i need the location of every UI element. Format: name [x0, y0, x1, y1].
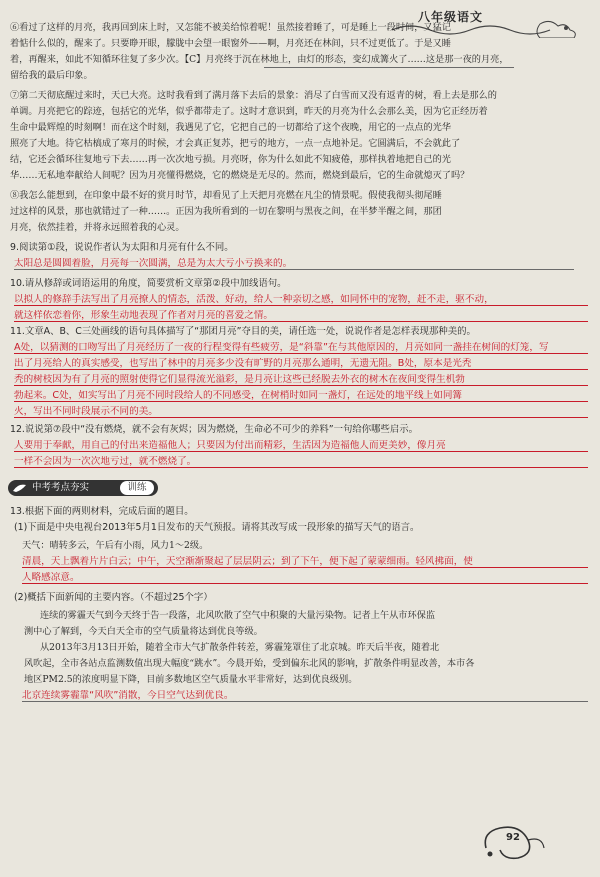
- passage-line: 照亮了大地。待它枯槁成了寒月的时候，才会真正复苏，把亏的地方，一点一点地补足。它圆满后，不会就此了: [10, 138, 461, 149]
- answer-line: [22, 583, 588, 584]
- answer-line: [14, 305, 588, 306]
- passage-line: 着，再醒来，如此不知循环往复了多少次。【C】月亮终于沉在林地上，由灯的形态，变幻成篝火了……这是那一夜的月亮，: [10, 54, 509, 65]
- passage-line: ⑦第二天彻底醒过来时，天已大亮。这时我看到了满月落下去后的景象：消尽了白雪而又没有返青的树，看上去是那么的: [10, 90, 497, 101]
- question-12: 12.说说第⑦段中“没有燃烧，就不会有灰烬；因为燃烧，生命必不可少的养料”一句给你哪些启示。: [10, 424, 419, 435]
- header-title: 八年级语文: [418, 10, 484, 24]
- passage-line: 结，它还会循环往复地亏下去……再一次次地亏损。月亮呀，你为什么如此不知疲倦，那样执着地把自己的光: [10, 154, 451, 165]
- answer-13-1: 人略感凉意。: [22, 572, 80, 583]
- passage-line: ⑥看过了这样的月亮，我再回到床上时，又怎能不被美给惊着呢！虽然接着睡了，可是睡上一段时间，又猛记: [10, 22, 451, 33]
- answer-11: 火，写出不同时段展示不同的美。: [14, 406, 158, 417]
- banner-tag: 训练: [120, 481, 154, 495]
- question-13: 13.根据下面的两则材料，完成后面的题目。: [10, 506, 194, 517]
- answer-11: 秃的树枝因为有了月亮的照射使得它们显得流光溢彩，是月亮让这些已经脱去外衣的树木在夜间变得生机勃: [14, 374, 465, 385]
- answer-11: 出了月亮给人的真实感受，也写出了林中的月亮多少没有旷野的月亮那么通明，无遗无阻。B处，原本是光秃: [14, 358, 472, 369]
- answer-9: 太阳总是圆圆着脸，月亮每一次圆满，总是为太大亏小亏换来的。: [14, 258, 293, 269]
- answer-13-2: 北京连续雾霾靠“风吹”消散，今日空气达到优良。: [22, 690, 234, 701]
- answer-line: [14, 401, 588, 402]
- answer-line: [14, 417, 588, 418]
- answer-line: [22, 701, 588, 702]
- answer-11: A处，以猜测的口吻写出了月亮经历了一夜的行程变得有些疲劳，是“斜靠”在与其他原因的，月亮如同一盏挂在树间的灯笼，写: [14, 342, 549, 353]
- underline-c: [264, 67, 514, 68]
- question-11: 11.文章A、B、C三处画线的语句具体描写了“那团月亮”夺目的美，请任选一处，说说作者是怎样表现那种美的。: [10, 326, 476, 337]
- passage-line: 单调。月亮把它的踪迹，包括它的光华，似乎都带走了。这时才意识到，昨天的月亮为什么会那么美，因为它正经历着: [10, 106, 488, 117]
- answer-line: [14, 467, 588, 468]
- passage-line: 着惦什么似的，醒来了。只要睁开眼，朦胧中会望一眼窗外——啊，月亮还在林间，只不过更低了。于是又睡: [10, 38, 451, 49]
- answer-line: [14, 369, 588, 370]
- answer-line: [14, 385, 588, 386]
- answer-11: 勃起来。C处，如实写出了月亮不同时段给人的不同感受，在树梢时如同一盏灯，在远处的地平线上如同篝: [14, 390, 463, 401]
- answer-line: [14, 269, 574, 270]
- answer-line: [14, 451, 588, 452]
- page-number: 92: [506, 832, 520, 843]
- passage-line: 华……无私地奉献给人间呢？因为月亮懂得燃烧，它的燃烧是无尽的。然而，燃烧到最后，它的生命就熄灭了吗？: [10, 170, 470, 181]
- passage-line: 月亮，依然挂着，并将永远照着我的心灵。: [10, 222, 185, 233]
- news-line: 测中心了解到，今天白天全市的空气质量将达到优良等级。: [24, 626, 263, 637]
- passage-line: 过这样的风景，那也就错过了一种……。正因为我所看到的一切在黎明与黑夜之间，在半梦半醒之间，那团: [10, 206, 442, 217]
- answer-13-1: 清晨，天上飘着片片白云；中午，天空渐渐聚起了层层阴云；到了下午，便下起了蒙蒙细雨。轻风拂面，使: [22, 556, 473, 567]
- passage-line: ⑧我怎么能想到，在印象中最不好的赏月时节，却看见了上天把月亮燃在凡尘的情景呢。假使我彻头彻尾睡: [10, 190, 442, 201]
- answer-12: 人要用于奉献，用自己的付出来造福他人；只要因为付出而精彩，生活因为造福他人而更美妙，像月亮: [14, 440, 446, 451]
- question-10: 10.请从修辞或词语运用的角度，简要赏析文章第②段中加线语句。: [10, 278, 287, 289]
- passage-line: 生命中最辉煌的时刻啊！而在这个时刻，我遇见了它，它把自己的一切都给了这个夜晚，用它的一点点的光华: [10, 122, 451, 133]
- answer-line: [14, 321, 588, 322]
- answer-10: 就这样依恋着你，形象生动地表现了作者对月亮的喜爱之情。: [14, 310, 274, 321]
- banner-title: 中考考点夯实: [32, 482, 90, 493]
- forecast-text: 天气：晴转多云，午后有小雨，风力1～2级。: [22, 540, 209, 551]
- question-13-2: (2)概括下面新闻的主要内容。（不超过25个字）: [14, 592, 213, 603]
- answer-12: 一样不会因为一次次地亏过，就不燃烧了。: [14, 456, 197, 467]
- answer-line: [22, 567, 588, 568]
- news-line: 风吹起，全市各站点监测数值出现大幅度“跳水”。今晨开始，受到偏东北风的影响，扩散条件明显改善，本市各: [24, 658, 475, 669]
- answer-10: 以拟人的修辞手法写出了月亮撩人的情态，活泼、好动，给人一种亲切之感，如同怀中的宠物，赶不走，驱不动，: [14, 294, 494, 305]
- passage-line: 留给我的最后印象。: [10, 70, 93, 81]
- news-line: 地区PM2.5的浓度明显下降，目前多数地区空气质量水平非常好，达到优良级别。: [24, 674, 358, 685]
- question-13-1: (1)下面是中央电视台2013年5月1日发布的天气预报。请将其改写成一段形象的描写天气的语言。: [14, 522, 420, 533]
- answer-line: [14, 353, 588, 354]
- section-banner: [8, 480, 158, 496]
- news-line: 从2013年3月13日开始，随着全市大气扩散条件转差，雾霾笼罩住了北京城。昨天后半夜，随着北: [40, 642, 440, 653]
- page-number-badge: [480, 818, 550, 864]
- leaf-swirl-icon: [12, 482, 28, 494]
- question-9: 9.阅读第①段，说说作者认为太阳和月亮有什么不同。: [10, 242, 234, 253]
- news-line: 连续的雾霾天气到今天终于告一段落，北风吹散了空气中积聚的大量污染物。记者上午从市环保监: [40, 610, 436, 621]
